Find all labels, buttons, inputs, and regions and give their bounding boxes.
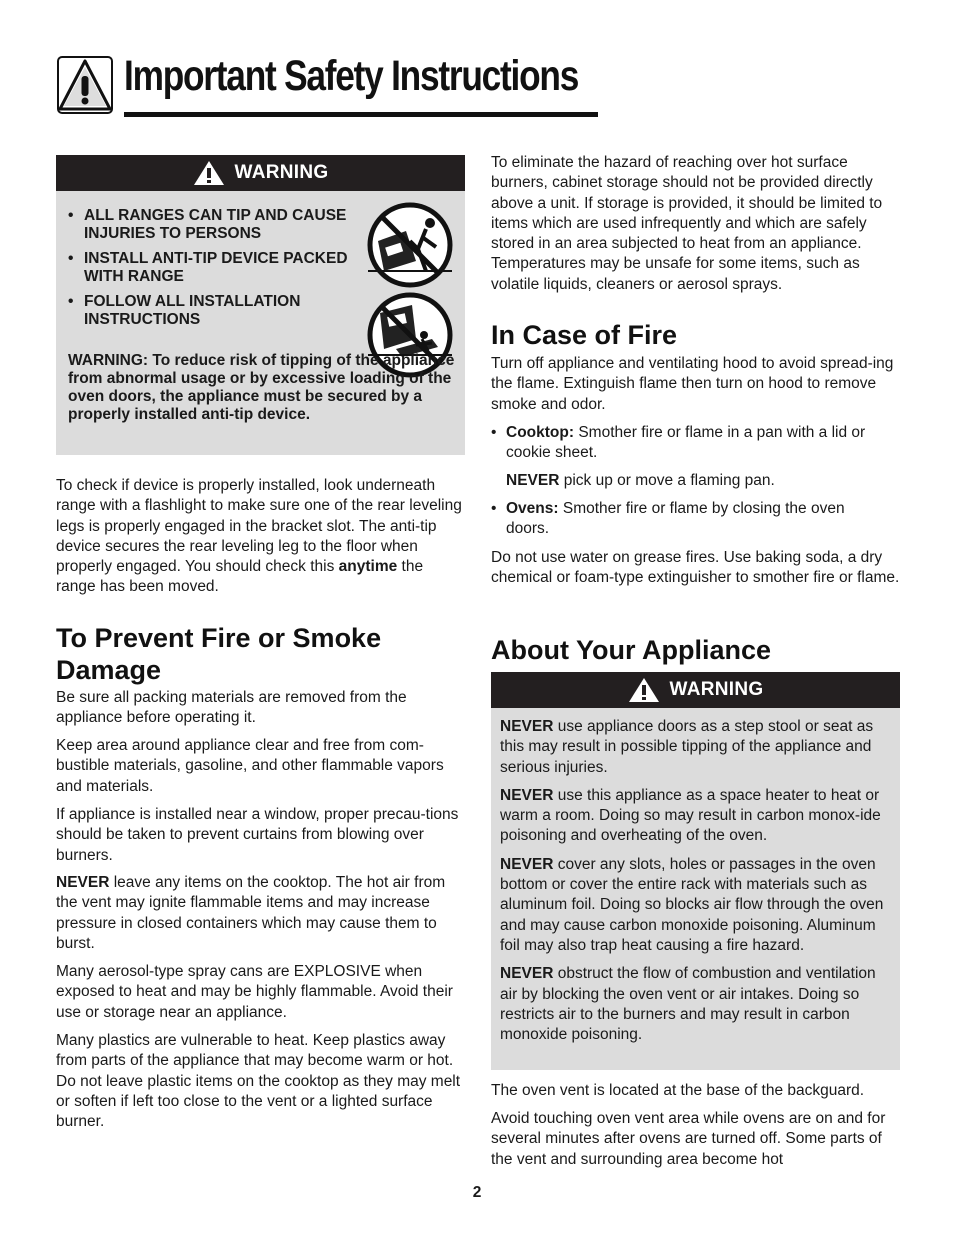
tip-warning-note: WARNING: To reduce risk of tipping of the appliance from abnormal usage or by excessive loading of the oven doors, the appliance must be secured by a properly installed anti-tip device. xyxy=(68,352,455,423)
warning-bullet: • ALL RANGES CAN TIP AND CAUSE INJURIES TO PERSONS xyxy=(68,207,358,242)
ovens-fire-item: • Ovens: Smother fire or flame by closing the oven doors. xyxy=(491,499,891,540)
warning-header-bar xyxy=(56,155,465,191)
packing-materials-paragraph: Be sure all packing materials are removed from the appliance before operating it. xyxy=(56,689,407,727)
vent-avoid-paragraph: Avoid touching oven vent area while ovens are on and for several minutes after ovens are turned off. Some parts of the vent and surrounding area become hot xyxy=(491,1110,886,1168)
page-title: Important Safety Instructions xyxy=(124,52,579,100)
fire-bullet-list xyxy=(491,423,901,464)
grease-fire-paragraph: Do not use water on grease fires. Use baking soda, a dry chemical or foam-type extinguisher to smother fire or flame. xyxy=(491,549,900,587)
never-emphasis: NEVER xyxy=(506,472,560,489)
keep-area-clear-paragraph: Keep area around appliance clear and free from com-bustible materials, gasoline, and other flammable vapors and materials. xyxy=(56,737,444,795)
warning-header-bar xyxy=(491,672,900,708)
warning-label: WARNING xyxy=(669,679,764,700)
warning-item-vent: NEVER obstruct the flow of combustion and ventilation air by blocking the oven vent or air intakes. Doing so restricts air to the burners and may result in carbon monoxide poisoning. xyxy=(500,965,876,1044)
warning-triangle-icon xyxy=(628,677,660,703)
warning-triangle-icon xyxy=(57,56,113,114)
warning-triangle-icon xyxy=(193,160,225,186)
warning-bullet-list xyxy=(68,207,358,336)
title-underline xyxy=(124,112,598,117)
fire-intro-paragraph: Turn off appliance and ventilating hood to avoid spread-ing the flame. Extinguish flame then turn on hood to remove smoke and odor. xyxy=(491,355,894,413)
plastics-paragraph: Many plastics are vulnerable to heat. Keep plastics away from parts of the appliance that may become warm or hot. Do not leave plastic items on the cooktop as they may melt or soften if left too close to the vent or a lighted surface burner. xyxy=(56,1032,461,1131)
warning-label: WARNING xyxy=(234,162,329,183)
prevent-fire-heading: To Prevent Fire or Smoke Damage xyxy=(56,623,382,685)
page-number: 2 xyxy=(472,1184,482,1201)
tip-warning-box xyxy=(56,155,465,455)
vent-location-paragraph: The oven vent is located at the base of the backguard. xyxy=(491,1082,865,1099)
warning-body xyxy=(500,717,892,1053)
never-emphasis: NEVER xyxy=(56,874,110,891)
window-curtains-paragraph: If appliance is installed near a window, proper precau-tions should be taken to prevent curtains from blowing over burners. xyxy=(56,806,459,864)
never-flaming-pan-line: NEVER pick up or move a flaming pan. xyxy=(506,472,775,489)
cooktop-fire-item: • Cooktop: Smother fire or flame in a pan with a lid or cookie sheet. xyxy=(491,423,901,464)
warning-item-space-heater: NEVER use this appliance as a space heater to heat or warm a room. Doing so may result in carbon monox-ide poisoning and overheating of the oven. xyxy=(500,786,881,845)
warning-item-foil: NEVER cover any slots, holes or passages in the oven bottom or cover the entire rack with materials such as aluminum foil. Doing so blocks air flow through the oven and may cause carbon monoxide poisoning. Aluminum foil may also trap heat causing a fire hazard. xyxy=(500,855,884,954)
aerosol-paragraph: Many aerosol-type spray cans are EXPLOSIVE when exposed to heat and may be highly flammable. Avoid their use or storage near an appliance. xyxy=(56,963,453,1021)
cooktop-items-paragraph: NEVER leave any items on the cooktop. The hot air from the vent may ignite flammable items and may increase pressure in closed containers which may cause them to burst. xyxy=(56,874,446,952)
appliance-warning-box xyxy=(491,672,900,1070)
fire-bullet-list-ovens xyxy=(491,499,891,540)
no-tipping-range-icon xyxy=(366,201,456,291)
cabinet-storage-paragraph: To eliminate the hazard of reaching over hot surface burners, cabinet storage should not be provided directly above a unit. If storage is provided, it should be limited to items which are used infrequently and which are safely stored in an area subjected to heat from an appliance. Temperatures may be unsafe for some items, such as volatile liquids, cleaners or aerosol sprays. xyxy=(491,154,883,293)
anytime-emphasis: anytime xyxy=(338,558,398,576)
warning-item-step-stool: NEVER use appliance doors as a step stool or seat as this may result in possible tipping of the appliance and serious injuries. xyxy=(500,718,874,776)
warning-bullet: • FOLLOW ALL INSTALLATION INSTRUCTIONS xyxy=(68,293,358,328)
in-case-of-fire-heading: In Case of Fire xyxy=(491,320,678,350)
anti-tip-check-paragraph: To check if device is properly installed, look underneath range with a flashlight to make sure one of the rear leveling legs is properly engaged in the bracket slot. The anti-tip device secures the rear leveling leg to the floor when properly engaged. You should check this anytime the range has been moved. xyxy=(56,477,462,596)
warning-bullet: • INSTALL ANTI-TIP DEVICE PACKED WITH RANGE xyxy=(68,250,358,285)
about-appliance-heading: About Your Appliance xyxy=(491,635,772,665)
